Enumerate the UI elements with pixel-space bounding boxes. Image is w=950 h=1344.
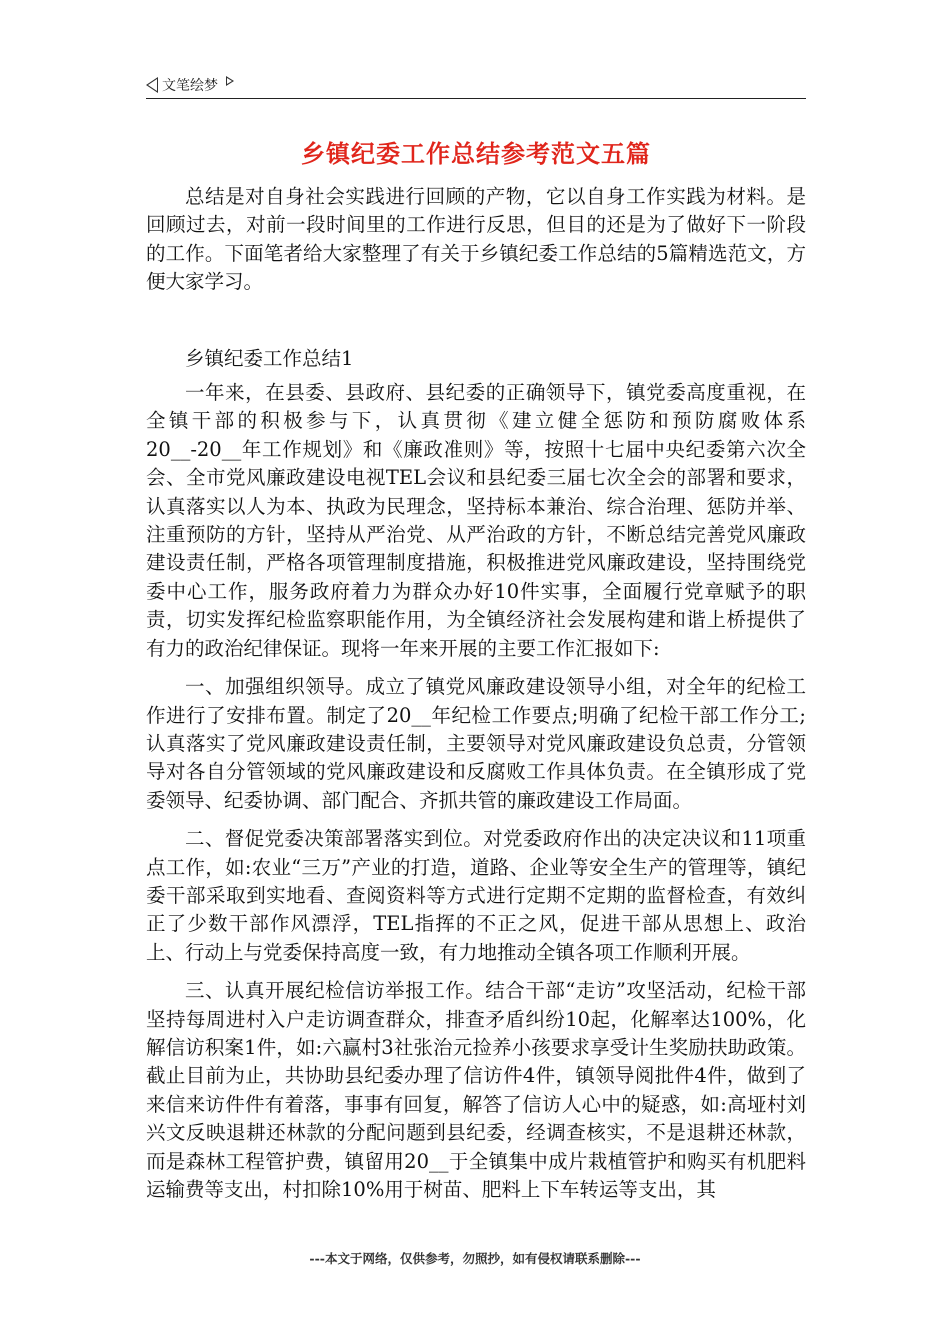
body-paragraph: 三、认真开展纪检信访举报工作。结合干部“走访”攻坚活动，纪检干部坚持每周进村入户走访调查群众，排查矛盾纠纷10起，化解率达100%，化解信访积案1件，如:六赢村3社张治元捡养小孩要求享受计生奖励扶助政策。截止目前为止，共协助县纪委办理了信访件4件，镇领导阅批件4件，做到了来信来访件件有着落，事事有回复，解答了信访人心中的疑惑，如:高垭村刘兴文反映退耕还林款的分配问题到县纪委，经调查核实，不是退耕还林款，而是森林工程管护费，镇留用20__于全镇集中成片栽植管护和购买有机肥料运输费等支出，村扣除10%用于树苗、肥料上下车转运等支出，其 [146, 979, 806, 1201]
brand-text: 文笔绘梦 [162, 78, 218, 94]
body-paragraph: 一年来，在县委、县政府、县纪委的正确领导下，镇党委高度重视，在全镇干部的积极参与下，认真贯彻《建立健全惩防和预防腐败体系20__-20__年工作规划》和《廉政准则》等，按照十七届中央纪委第六次全会、全市党风廉政建设电视TEL会议和县纪委三届七次全会的部署和要求，认真落实以人为本、执政为民理念，坚持标本兼治、综合治理、惩防并举、注重预防的方针，坚持从严治党、从严治政的方针，不断总结完善党风廉政建设责任制，严格各项管理制度措施，积极推进党风廉政建设，坚持围绕党委中心工作，服务政府着力为群众办好10件实事，全面履行党章赋予的职责，切实发挥纪检监察职能作用，为全镇经济社会发展构建和谐上桥提供了有力的政治纪律保证。现将一年来开展的主要工作汇报如下: [146, 381, 806, 660]
section-title: 乡镇纪委工作总结1 [185, 346, 354, 370]
document-body [146, 183, 806, 1204]
triangle-left-icon [146, 77, 158, 93]
header-brand [146, 75, 234, 95]
triangle-right-icon [226, 76, 234, 86]
page-footer: ---本文于网络，仅供参考，勿照抄，如有侵权请联系删除--- [309, 1251, 641, 1266]
body-paragraph: 一、加强组织领导。成立了镇党风廉政建设领导小组，对全年的纪检工作进行了安排布置。制定了20__年纪检工作要点;明确了纪检干部工作分工;认真落实了党风廉政建设责任制，主要领导对党风廉政建设负总责，分管领导对各自分管领域的党风廉政建设和反腐败工作具体负责。在全镇形成了党委领导、纪委协调、部门配合、齐抓共管的廉政建设工作局面。 [146, 675, 806, 812]
body-paragraph: 二、督促党委决策部署落实到位。对党委政府作出的决定决议和11项重点工作，如:农业“三万”产业的打造，道路、企业等安全生产的管理等，镇纪委干部采取到实地看、查阅资料等方式进行定期不定期的监督检查，有效纠正了少数干部作风漂浮，TEL指挥的不正之风，促进干部从思想上、政治上、行动上与党委保持高度一致，有力地推动全镇各项工作顺利开展。 [146, 827, 806, 964]
page-header [146, 74, 806, 99]
document-title: 乡镇纪委工作总结参考范文五篇 [301, 140, 651, 168]
intro-paragraph: 总结是对自身社会实践进行回顾的产物，它以自身工作实践为材料。是回顾过去，对前一段时间里的工作进行反思，但目的还是为了做好下一阶段的工作。下面笔者给大家整理了有关于乡镇纪委工作总结的5篇精选范文，方便大家学习。 [146, 185, 806, 294]
